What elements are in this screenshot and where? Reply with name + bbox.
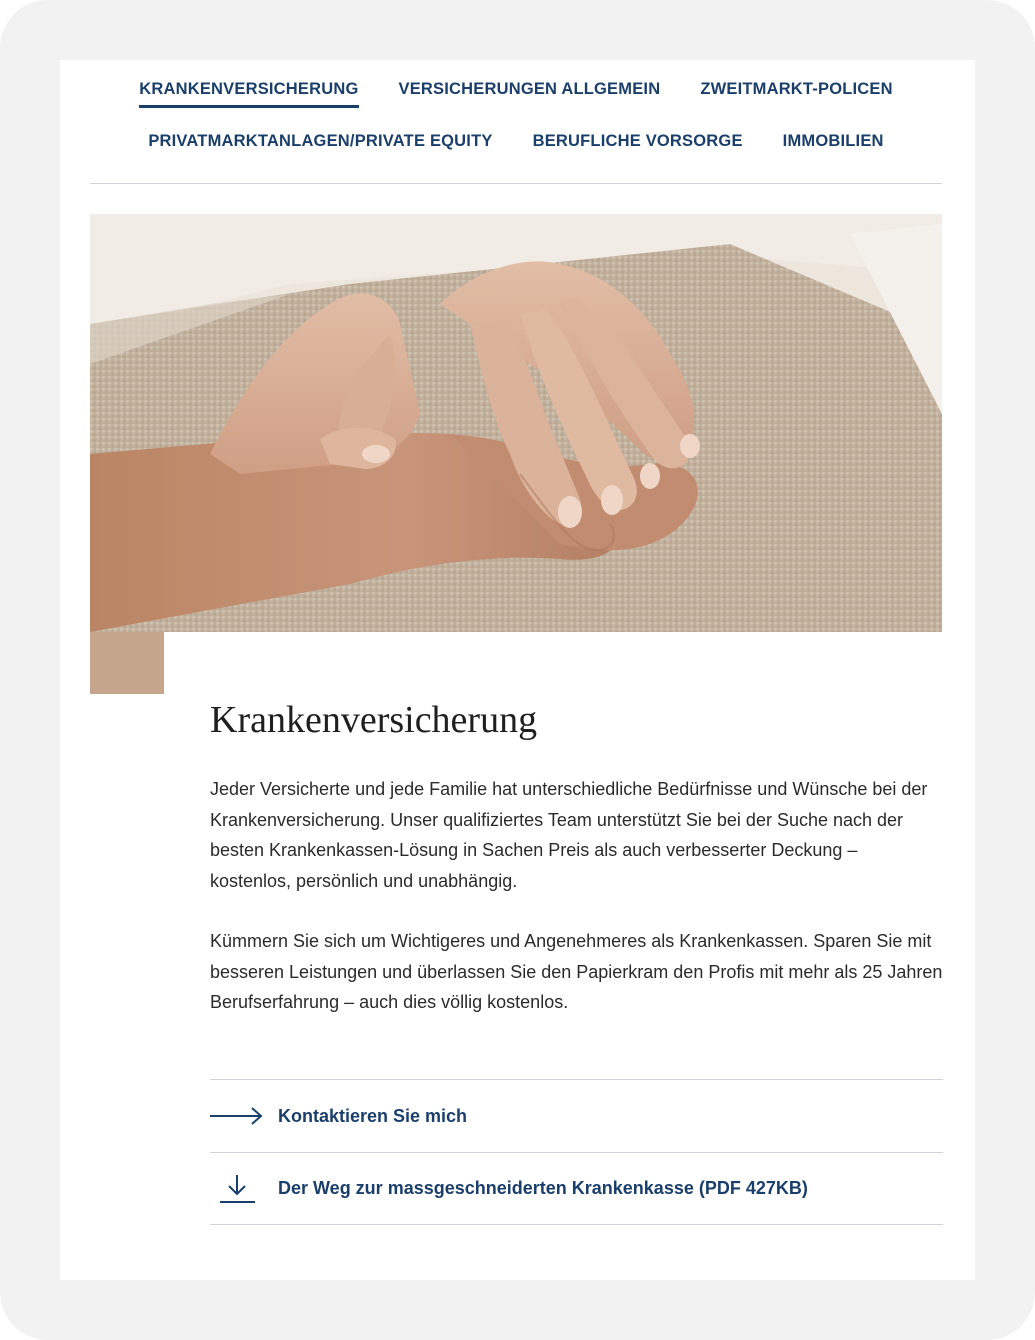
hero-accent-block [90,632,164,694]
nav-item-zweitmarkt-policen[interactable]: ZWEITMARKT-POLICEN [700,80,893,98]
nav-item-berufliche-vorsorge[interactable]: BERUFLICHE VORSORGE [532,132,743,150]
second-paragraph: Kümmern Sie sich um Wichtigeres und Angenehmeres als Krankenkassen. Sparen Sie mit besseren Leistungen und überlassen Sie den Papierkram den Profis mit mehr als 25 Jahren Berufserfahrung – auch dies völlig kostenlos. [210,931,943,1012]
nav-item-privatmarktanlagen[interactable]: PRIVATMARKTANLAGEN/PRIVATE EQUITY [148,132,493,150]
pdf-download-label: Der Weg zur massgeschneiderten Krankenkasse (PDF 427KB) [278,1178,808,1198]
nav-item-krankenversicherung[interactable]: KRANKENVERSICHERUNG [139,80,358,108]
main-content [210,696,943,1018]
massage-hands-photo [90,214,942,632]
arrow-right-icon [210,1106,278,1126]
main-navigation [90,60,942,184]
screen [60,60,975,1280]
nav-item-immobilien[interactable]: IMMOBILIEN [782,132,884,150]
page-title: Krankenversicherung [210,699,538,741]
action-links [210,1079,943,1225]
nav-row-1 [90,80,942,108]
nav-row-2 [90,132,942,157]
hero-image [90,214,942,632]
intro-paragraph: Jeder Versicherte und jede Familie hat unterschiedliche Bedürfnisse und Wünsche bei der Krankenversicherung. Unser qualifiziertes Team unterstützt Sie bei der Suche nach der besten Krankenkassen-Lösung in Sachen Preis als auch verbesserter Deckung – kostenlos, persönlich und unabhängig. [210,779,928,891]
contact-link[interactable] [210,1079,943,1152]
pdf-download-link[interactable] [210,1152,943,1225]
contact-link-label: Kontaktieren Sie mich [278,1105,468,1126]
nav-item-versicherungen-allgemein[interactable]: VERSICHERUNGEN ALLGEMEIN [398,80,661,98]
download-icon [210,1173,278,1205]
